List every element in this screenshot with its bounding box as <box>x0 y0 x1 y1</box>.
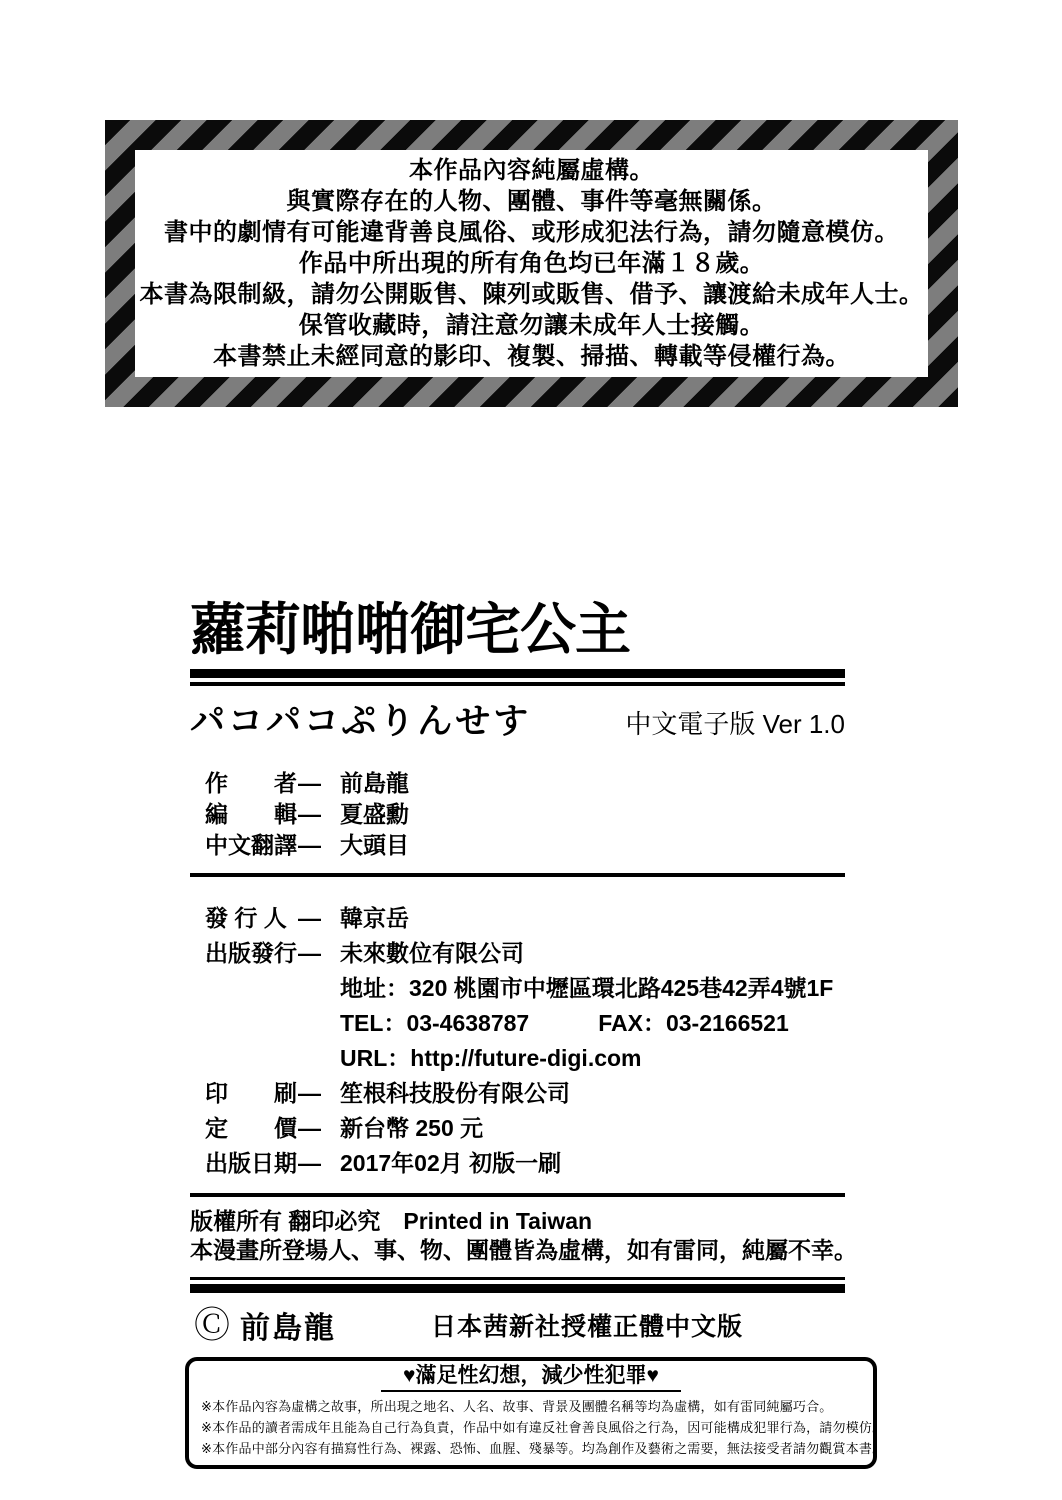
copyright-author: 前島龍 <box>240 1312 337 1345</box>
warning-line: 作品中所出現的所有角色均已年滿１８歲。 <box>298 250 765 277</box>
disclaimer-heading: ♥滿足性幻想，減少性犯罪♥ <box>403 1364 659 1387</box>
publisher-address-line: 地址：320 桃園市中壢區環北路425巷42弄4號1F <box>340 975 834 1001</box>
title-rule-thin <box>190 682 845 686</box>
disclaimer-box <box>185 1357 886 1469</box>
disclaimer-line: ※本作品內容為虛構之故事，所出現之地名、人名、故事、背景及團體名稱等均為虛構，如有雷同純屬巧合。 <box>201 1399 833 1414</box>
publication-row-price <box>190 1111 845 1146</box>
dash-separator: — <box>298 1150 321 1176</box>
publication-value: 笙根科技股份有限公司 <box>340 1080 570 1106</box>
publication-value: 未來數位有限公司 <box>340 940 524 966</box>
publication-section <box>190 901 845 1181</box>
publication-value: 2017年02月 初版一刷 <box>340 1150 562 1176</box>
disclaimer-line: ※本作品中部分內容有描寫性行為、裸露、恐怖、血腥、殘暴等。均為創作及藝術之需要，無法接受者請勿觀賞本書。 <box>201 1441 886 1456</box>
credit-value: 夏盛勳 <box>340 801 409 827</box>
copyright-notice <box>190 1207 857 1265</box>
colophon-main-column <box>190 598 857 1347</box>
section-divider <box>190 1193 845 1197</box>
license-statement: 日本茜新社授權正體中文版 <box>431 1313 744 1341</box>
publication-label: 出版日期 <box>205 1150 297 1176</box>
credit-label: 作 者 <box>205 770 297 796</box>
copyright-symbol-icon: Ⓒ <box>194 1304 231 1345</box>
credit-row-author <box>190 768 845 799</box>
warning-line: 本作品內容純屬虛構。 <box>409 157 654 184</box>
publication-row-printer <box>190 1076 845 1111</box>
publisher-url-line: URL：http://future-digi.com <box>340 1045 642 1071</box>
publication-row-publish-date <box>190 1146 845 1181</box>
copyright-row <box>190 1303 845 1347</box>
publication-label: 發 行 人 <box>205 905 287 931</box>
publication-label: 出版發行 <box>205 940 297 966</box>
age-warning-box <box>105 120 958 407</box>
dash-separator: — <box>298 1115 321 1141</box>
credit-label: 中文翻譯 <box>205 832 297 858</box>
dash-separator: — <box>298 940 321 966</box>
warning-line: 本書禁止未經同意的影印、複製、掃描、轉載等侵權行為。 <box>213 343 850 370</box>
dash-separator: — <box>298 832 321 858</box>
publication-label: 定 價 <box>205 1115 297 1141</box>
publication-label: 印 刷 <box>205 1080 297 1106</box>
dash-separator: — <box>298 770 321 796</box>
credit-row-translator <box>190 830 845 861</box>
disclaimer-line: ※本作品的讀者需成年且能為自己行為負責，作品中如有違反社會善良風俗之行為，因可能構成犯罪行為，請勿模仿。 <box>201 1420 886 1435</box>
disclaimer-heading-underline <box>381 1390 681 1392</box>
publication-row-publishing-company <box>190 936 845 971</box>
warning-line: 保管收藏時，請注意勿讓未成年人士接觸。 <box>298 312 765 339</box>
warning-line: 與實際存在的人物、團體、事件等毫無關係。 <box>286 188 777 215</box>
subtitle-row <box>190 694 845 744</box>
double-rule-thin <box>190 1277 845 1280</box>
edition-version-label: 中文電子版 Ver 1.0 <box>625 709 845 739</box>
credit-value: 前島龍 <box>340 770 409 796</box>
publication-row-publisher-person <box>190 901 845 936</box>
dash-separator: — <box>298 1080 321 1106</box>
credits-section <box>190 768 845 861</box>
warning-line: 書中的劇情有可能違背善良風俗、或形成犯法行為，請勿隨意模仿。 <box>164 219 899 246</box>
publication-value: 新台幣 250 元 <box>340 1115 484 1141</box>
double-rule <box>190 1277 845 1293</box>
fiction-disclaimer-line: 本漫畫所登場人、事、物、團體皆為虛構，如有雷同，純屬不幸。 <box>190 1237 857 1263</box>
publisher-tel-fax-line: TEL：03-4638787 FAX：03-2166521 <box>340 1010 789 1036</box>
section-divider <box>190 873 845 877</box>
dash-separator: — <box>298 905 321 931</box>
credit-label: 編 輯 <box>205 801 297 827</box>
warning-line: 本書為限制級，請勿公開販售、陳列或販售、借予、讓渡給未成年人士。 <box>139 281 924 308</box>
credit-value: 大頭目 <box>340 832 409 858</box>
double-rule-thick <box>190 1284 845 1293</box>
title-rule-thick <box>190 669 845 678</box>
publication-value: 韓京岳 <box>340 905 409 931</box>
age-warning-text-panel <box>135 150 928 377</box>
book-title-chinese: 蘿莉啪啪御宅公主 <box>190 598 630 661</box>
book-title-japanese: パコパコぷりんせす <box>190 702 532 741</box>
rights-reserved-line: 版權所有 翻印必究 Printed in Taiwan <box>190 1208 593 1234</box>
credit-row-editor <box>190 799 845 830</box>
dash-separator: — <box>298 801 321 827</box>
